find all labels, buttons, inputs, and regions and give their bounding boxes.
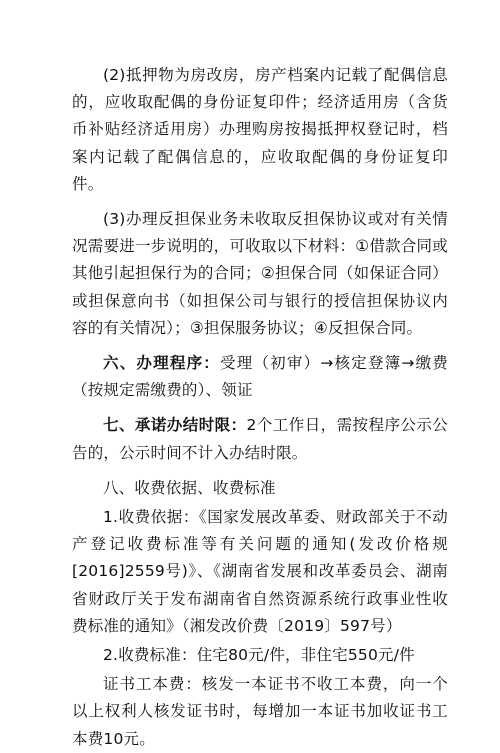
paragraph-mortgage-housing-reform xyxy=(72,62,448,198)
paragraph-fee-standard xyxy=(72,642,448,669)
section-procedure xyxy=(72,350,448,404)
section-heading: 七、承诺办结时限： xyxy=(103,416,247,435)
section-heading: 六、办理程序： xyxy=(103,354,221,373)
section-time-limit xyxy=(72,412,448,466)
paragraph-text: 2.收费标准：住宅80元/件，非住宅550元/件 xyxy=(103,646,415,665)
paragraph-text: 1.收费依据：《国家发展改革委、财政部关于不动产登记收费标准等有关问题的通知(发改价格规[2016]2559号)》、《湖南省发展和改革委员会、湖南省财政厅关于发布湖南省自然资源系统行政事业性收费标准的通知》（湘发改价费〔2019〕597号） xyxy=(72,508,448,635)
paragraph-fee-basis xyxy=(72,504,448,640)
section-text: 2个工作日，需按程序公示公告的，公示时间不计入办结时限。 xyxy=(72,416,448,462)
paragraph-counter-guarantee xyxy=(72,206,448,342)
section-fees-heading xyxy=(72,475,448,502)
section-heading: 八、收费依据、收费标准 xyxy=(103,478,276,497)
paragraph-certificate-fee xyxy=(72,671,448,753)
paragraph-text: (3)办理反担保业务未收取反担保协议或对有关情况需要进一步说明的，可收取以下材料：①借款合同或其他引起担保行为的合同；②担保合同（如保证合同）或担保意向书（如担保公司与银行的授信担保协议内容的有关情况）；③担保服务协议；④反担保合同。 xyxy=(72,210,448,337)
section-text: 受理（初审）→核定登簿→缴费（按规定需缴费的）、领证 xyxy=(72,354,448,400)
paragraph-text: 证书工本费：核发一本证书不收工本费，向一个以上权利人核发证书时，每增加一本证书加收证书工本费10元。 xyxy=(72,675,448,748)
paragraph-text: (2)抵押物为房改房，房产档案内记载了配偶信息的，应收取配偶的身份证复印件；经济适用房（含货币补贴经济适用房）办理购房按揭抵押权登记时，档案内记载了配偶信息的，应收取配偶的身份证复印件。 xyxy=(72,66,448,193)
